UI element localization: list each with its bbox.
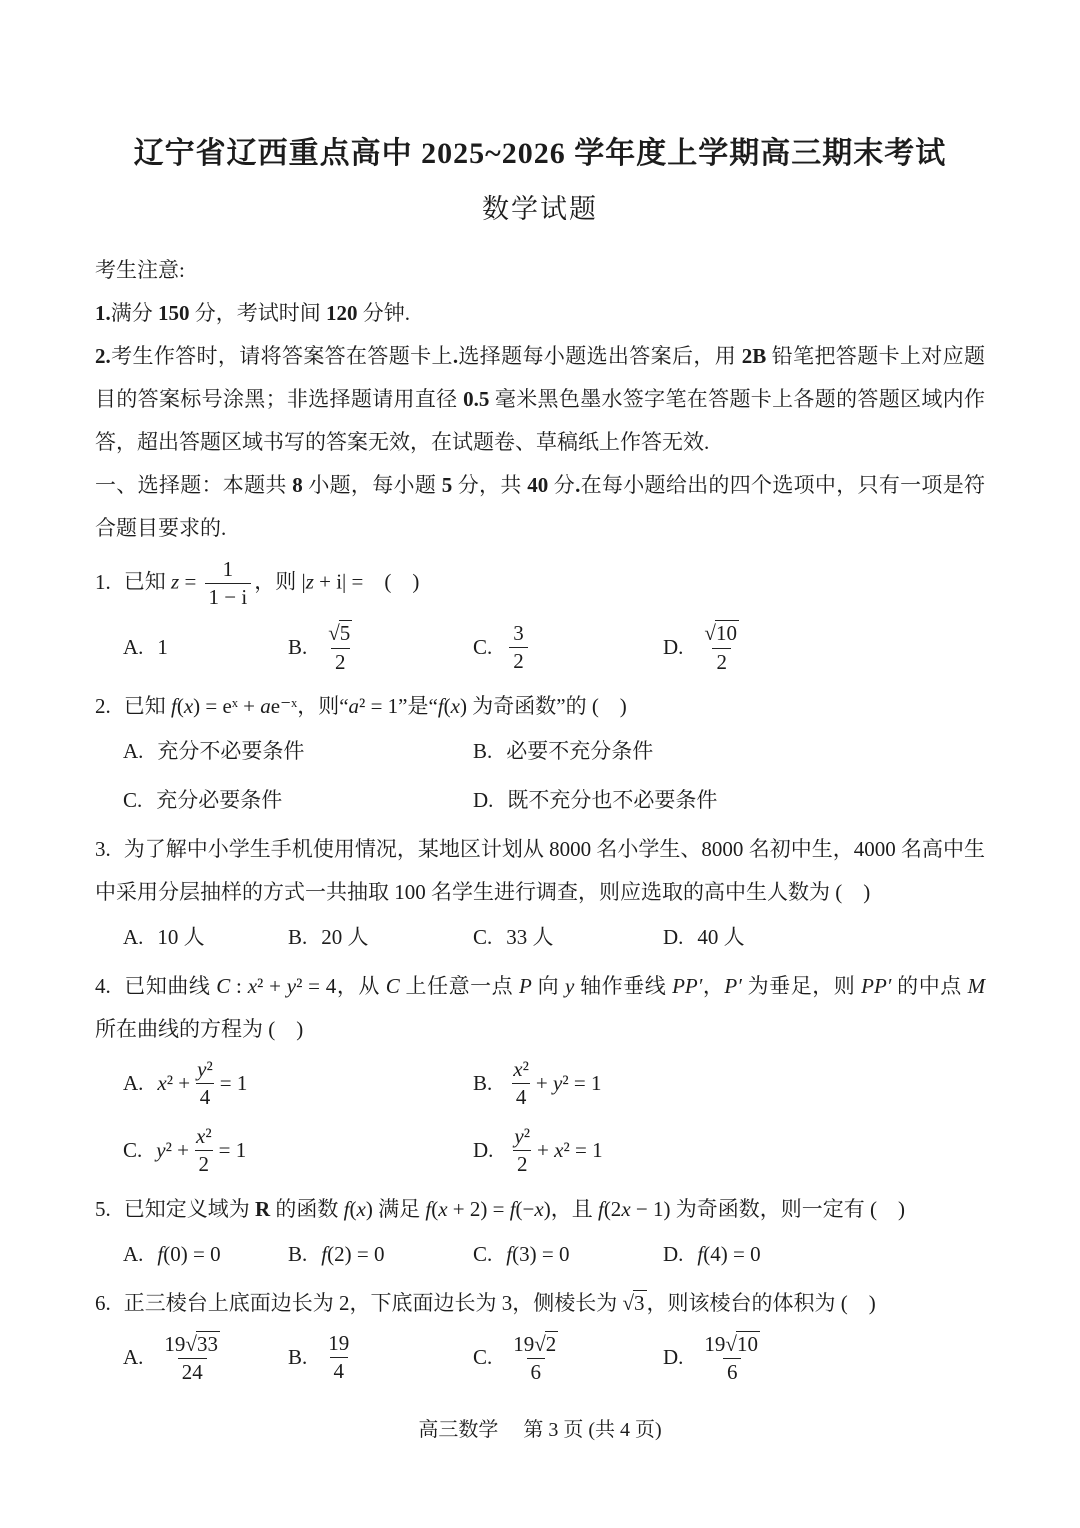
fraction-numerator — [324, 620, 356, 647]
question-5-options — [95, 1233, 985, 1276]
option-d — [663, 616, 985, 678]
question-number: 3. — [95, 836, 111, 861]
page-title: 辽宁省辽西重点高中 2025~2026 学年度上学期高三期末考试 — [133, 137, 947, 170]
option-value: f(2) = 0 — [321, 1241, 385, 1266]
question-4-options-row-2 — [95, 1120, 985, 1181]
fraction-numerator: 19√10 — [704, 1331, 758, 1356]
option-c — [473, 1327, 663, 1389]
option-value: y² + — [156, 1138, 189, 1163]
option-value: 既不充分也不必要条件 — [507, 787, 718, 812]
option-label: A. — [123, 1070, 144, 1095]
question-1-stem — [95, 553, 985, 614]
question-5 — [95, 1188, 985, 1276]
fraction-denominator: 2 — [509, 647, 528, 674]
option-label: B. — [473, 1070, 493, 1095]
fraction — [205, 557, 252, 610]
fraction-denominator: 2 — [195, 1150, 214, 1177]
fraction-denominator: 2 — [513, 1150, 532, 1177]
question-2-options-row-2 — [95, 779, 985, 822]
fraction — [324, 1331, 353, 1384]
option-a — [123, 730, 473, 773]
section-heading: 一、选择题：本题共 8 小题，每小题 5 分，共 40 分.在每小题给出的四个选项中，只有一项是符合题目要求的. — [95, 473, 986, 540]
option-c — [123, 779, 473, 822]
square-root: √33 — [185, 1331, 218, 1356]
question-2-stem — [95, 685, 985, 728]
fraction-denominator: 1 − i — [205, 583, 252, 610]
option-c — [473, 916, 663, 959]
fraction-denominator: 6 — [527, 1358, 546, 1385]
question-4-stem — [95, 965, 985, 1051]
option-label: B. — [288, 924, 308, 949]
fraction — [509, 621, 528, 674]
fraction-numerator: 3 — [513, 620, 524, 645]
radical-icon: √ — [622, 1290, 635, 1315]
option-label: D. — [663, 635, 684, 660]
square-root: √10 — [704, 621, 737, 646]
fraction-numerator: 19 — [328, 1331, 350, 1355]
question-5-stem — [95, 1188, 985, 1231]
question-3-options — [95, 916, 985, 959]
question-number: 6. — [95, 1290, 111, 1315]
option-b — [288, 1233, 473, 1276]
option-a — [123, 1327, 288, 1389]
radical-icon: √ — [185, 1331, 197, 1356]
option-a — [123, 1233, 288, 1276]
option-a — [123, 1053, 473, 1114]
question-3 — [95, 828, 985, 959]
stem-text: 已知 f(x) = eˣ + ae⁻ˣ，则“a² = 1”是“f(x) 为奇函数”的 ( ) — [123, 693, 627, 718]
option-d — [663, 1327, 985, 1389]
option-value: 必要不充分条件 — [506, 738, 654, 763]
option-value: f(4) = 0 — [697, 1241, 761, 1266]
fraction-denominator: 24 — [178, 1358, 207, 1385]
option-label: D. — [663, 1241, 684, 1266]
fraction — [193, 1057, 217, 1110]
fraction-numerator: 19√33 — [164, 1331, 218, 1356]
question-4-options-row-1 — [95, 1053, 985, 1114]
fraction-numerator: x² — [513, 1056, 529, 1081]
option-label: C. — [473, 1241, 493, 1266]
option-value: x² + — [157, 1070, 191, 1095]
option-label: D. — [473, 787, 494, 812]
fraction-numerator: y² — [514, 1124, 531, 1149]
page-subtitle: 数学试题 — [482, 194, 598, 224]
option-label: A. — [123, 635, 144, 660]
question-6-stem — [95, 1282, 985, 1325]
page-footer: 高三数学 第 3 页 (共 4 页) — [418, 1418, 662, 1441]
stem-text: 已知 z = — [123, 569, 202, 594]
option-label: B. — [288, 635, 308, 660]
option-label: B. — [288, 1241, 308, 1266]
option-value: 充分不必要条件 — [157, 738, 305, 763]
option-label: A. — [123, 1345, 144, 1370]
option-d — [473, 1120, 985, 1181]
option-value: 33 人 — [506, 924, 554, 949]
stem-text: 为了解中小学生手机使用情况，某地区计划从 8000 名小学生、8000 名初中生，4000 名高中生中采用分层抽样的方式一共抽取 100 名学生进行调查，则应选取的高中生人数为 ( ) — [95, 836, 985, 904]
option-label: D. — [663, 1345, 684, 1370]
square-root: √5 — [328, 621, 351, 646]
stem-text: 正三棱台上底面边长为 2，下底面边长为 3，侧棱长为 √3，则该棱台的体积为 ( ) — [123, 1290, 876, 1315]
option-d — [473, 779, 985, 822]
fraction — [510, 1124, 534, 1177]
fraction-denominator: 4 — [512, 1083, 531, 1110]
question-number: 1. — [95, 569, 111, 594]
notice-line-1: 1.满分 150 分，考试时间 120 分钟. — [95, 301, 410, 325]
option-label: B. — [473, 738, 493, 763]
question-6 — [95, 1282, 985, 1389]
option-b — [288, 1327, 473, 1388]
radical-icon: √ — [725, 1331, 737, 1356]
question-4 — [95, 965, 985, 1182]
fraction-numerator: 1 — [222, 557, 234, 581]
option-value: = 1 — [218, 1138, 247, 1163]
question-number: 5. — [95, 1196, 111, 1221]
option-d — [663, 1233, 985, 1276]
option-value: 充分必要条件 — [156, 787, 283, 812]
radical-icon: √ — [534, 1331, 546, 1356]
option-label: C. — [123, 1138, 143, 1163]
fraction — [509, 1331, 562, 1385]
option-value: = 1 — [219, 1070, 248, 1095]
question-1-options — [95, 616, 985, 678]
fraction-denominator: 6 — [723, 1358, 742, 1385]
question-6-options — [95, 1327, 985, 1389]
question-2 — [95, 685, 985, 822]
option-value: f(3) = 0 — [506, 1241, 570, 1266]
square-root: √10 — [725, 1331, 758, 1356]
option-label: C. — [123, 787, 143, 812]
fraction — [160, 1331, 224, 1385]
fraction — [324, 620, 356, 674]
question-3-stem — [95, 828, 985, 914]
fraction-denominator: 4 — [196, 1083, 215, 1110]
option-c — [473, 1233, 663, 1276]
fraction-numerator: x² — [195, 1124, 212, 1149]
question-2-options-row-1 — [95, 730, 985, 773]
radical-icon: √ — [328, 621, 340, 646]
fraction — [509, 1057, 533, 1110]
notice-heading: 考生注意: — [95, 258, 185, 282]
option-value: 10 人 — [157, 924, 205, 949]
option-value: 1 — [157, 635, 168, 660]
question-number: 4. — [95, 973, 111, 998]
option-c — [123, 1120, 473, 1181]
option-a — [123, 916, 288, 959]
stem-text: ，则 |z + i| = ( ) — [254, 569, 420, 594]
notice-line-2: 2.考生作答时，请将答案答在答题卡上.选择题每小题选出答案后，用 2B 铅笔把答题卡上对应题目的答案标号涂黑；非选择题请用直径 0.5 毫米黑色墨水签字笔在答题卡上各题的答题区域内作答，超出答题区域书写的答案无效，在试题卷、草稿纸上作答无效. — [95, 344, 986, 454]
square-root: √2 — [534, 1331, 557, 1356]
option-b — [473, 1053, 985, 1114]
option-label: C. — [473, 635, 493, 660]
option-label: A. — [123, 1241, 144, 1266]
fraction-numerator — [700, 620, 743, 647]
option-label: C. — [473, 1345, 493, 1370]
fraction — [700, 620, 743, 674]
option-label: A. — [123, 738, 144, 763]
question-number: 2. — [95, 693, 111, 718]
question-1 — [95, 553, 985, 679]
option-d — [663, 916, 985, 959]
option-b — [473, 730, 985, 773]
option-label: D. — [473, 1138, 494, 1163]
square-root: √3 — [622, 1290, 645, 1315]
radical-icon: √ — [704, 621, 716, 646]
option-value: 40 人 — [697, 924, 745, 949]
fraction-denominator: 2 — [712, 648, 731, 675]
option-label: B. — [288, 1345, 308, 1370]
option-a — [123, 626, 288, 669]
stem-text: 已知曲线 C : x² + y² = 4，从 C 上任意一点 P 向 y 轴作垂线 PP′，P′ 为垂足，则 PP′ 的中点 M 所在曲线的方程为 ( ) — [95, 973, 986, 1041]
fraction-denominator: 4 — [330, 1357, 349, 1384]
option-c — [473, 617, 663, 678]
option-value: + x² = 1 — [537, 1138, 603, 1163]
option-b — [288, 616, 473, 678]
option-label: A. — [123, 924, 144, 949]
option-value: 20 人 — [321, 924, 369, 949]
fraction — [700, 1331, 764, 1385]
option-value: f(0) = 0 — [157, 1241, 221, 1266]
fraction — [192, 1124, 216, 1177]
fraction-numerator: 19√2 — [513, 1331, 557, 1356]
fraction-numerator: y² — [197, 1056, 213, 1081]
stem-text: 已知定义域为 R 的函数 f(x) 满足 f(x + 2) = f(−x)，且 f(2x − 1) 为奇函数，则一定有 ( ) — [123, 1196, 905, 1221]
fraction-denominator: 2 — [331, 648, 350, 675]
option-label: C. — [473, 924, 493, 949]
option-label: D. — [663, 924, 684, 949]
option-b — [288, 916, 473, 959]
option-value: + y² = 1 — [535, 1070, 602, 1095]
